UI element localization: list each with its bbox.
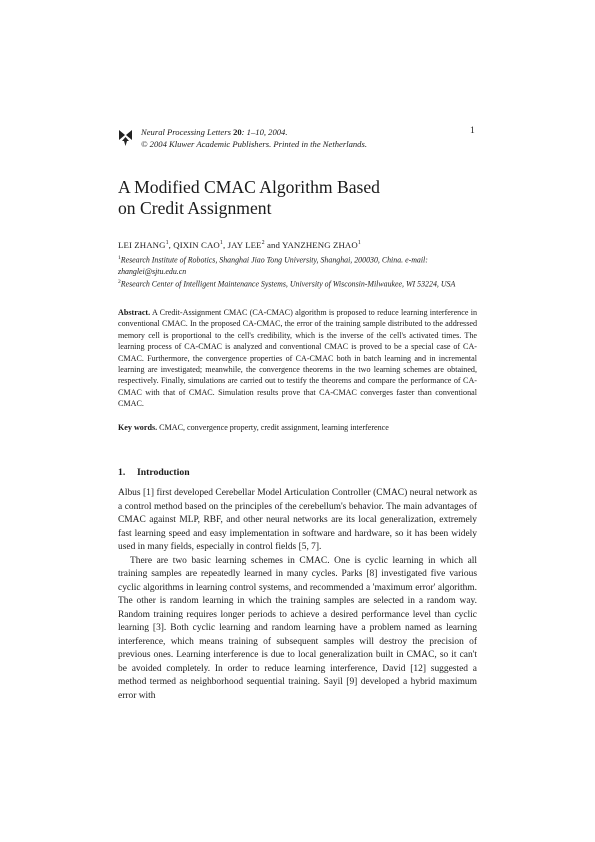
affiliation-mark: 1: [118, 255, 121, 261]
title-line-2: on Credit Assignment: [118, 198, 272, 218]
keywords: [118, 423, 477, 432]
copyright-line: © 2004 Kluwer Academic Publishers. Printed in the Netherlands.: [141, 139, 367, 149]
author-name: QIXIN CAO: [173, 240, 220, 250]
author-name: JAY LEE: [227, 240, 262, 250]
title-line-1: A Modified CMAC Algorithm Based: [118, 177, 380, 197]
journal-name: Neural Processing Letters: [141, 127, 231, 137]
author-separator: and: [264, 240, 282, 250]
journal-citation: [141, 126, 367, 138]
page-number: 1: [470, 126, 475, 136]
author-separator: ,: [222, 240, 228, 250]
section-number: 1.: [118, 467, 126, 478]
publisher-logo-icon: [118, 129, 133, 147]
author-affiliation-mark: 1: [357, 240, 361, 247]
author-name: LEI ZHANG: [118, 240, 166, 250]
abstract-label: Abstract.: [118, 308, 151, 317]
section-title: Introduction: [137, 467, 190, 478]
affiliation-mark: 2: [118, 279, 121, 285]
paper-title: [118, 177, 498, 219]
keywords-label: Key words.: [118, 423, 158, 432]
paragraph: Albus [1] first developed Cerebellar Model Articulation Controller (CMAC) neural network as a control method based on the principles of the cerebellum's behavior. The main advantages of CMAC against MLP, RBF, and other neural networks are its local generalization, extremely fast learning speed and easy implementation in software and hardware, so it has been widely used in many fields, especially in control fields [5, 7].: [118, 488, 477, 552]
journal-header: [141, 126, 367, 150]
section-heading: [118, 467, 190, 478]
abstract: [118, 307, 477, 410]
author-name: YANZHENG ZHAO: [282, 240, 358, 250]
introduction-body: [118, 487, 477, 703]
affiliation-1: [118, 253, 478, 277]
keywords-text: CMAC, convergence property, credit assignment, learning interference: [159, 423, 389, 432]
author-separator: ,: [168, 240, 174, 250]
affiliation-2: [118, 277, 478, 290]
paragraph: There are two basic learning schemes in CMAC. One is cyclic learning in which all training samples are repeatedly learned in many cycles. Parks [8] investigated five various cyclic algorithms in learning control systems, and recommended a 'maximum error' algorithm. The other is random learning in which the training samples are selected in a random way. Random training requires longer periods to achieve a desired performance level than cyclic learning [3]. Both cyclic learning and random learning have a problem named as learning interference, which means training of subsequent samples will destroy the precision of previous ones. Learning interference is due to local generalization built in CMAC, so it can't be avoided completely. In order to reduce learning interference, David [12] suggested a method termed as neighborhood sequential training. Sayil [9] developed a hybrid maximum error with: [118, 555, 477, 701]
author-affiliation-mark: 1: [219, 240, 223, 247]
author-affiliation-mark: 2: [261, 240, 265, 247]
affiliation-text: Research Institute of Robotics, Shanghai Jiao Tong University, Shanghai, 200030, China. e-mail: zhanglei@sjtu.edu.cn: [118, 255, 428, 276]
affiliation-text: Research Center of Intelligent Maintenance Systems, University of Wisconsin-Milwaukee, WI 53224, USA: [120, 279, 456, 289]
journal-pages: : 1–10, 2004.: [241, 127, 288, 137]
author-affiliation-mark: 1: [165, 240, 169, 247]
author-list: [118, 240, 361, 250]
journal-volume: 20: [233, 127, 242, 137]
abstract-text: A Credit-Assignment CMAC (CA-CMAC) algorithm is proposed to reduce learning interference in conventional CMAC. In the proposed CA-CMAC, the error of the training sample distributed to the addressed memory cell is proportional to the cell's credibility, which is the inverse of the cell's activated times. The learning process of CA-CMAC is analyzed and conventional CMAC is proved to be a special case of CA-CMAC. Furthermore, the convergence properties of CA-CMAC both in batch learning and in incremental learning are investigated; meanwhile, the convergence theorems in the two learning schemes are obtained, respectively. Finally, simulations are carried out to testify the theorems and compare the performance of CA-CMAC with that of CMAC. Simulation results prove that CA-CMAC converges faster than conventional CMAC.: [118, 308, 477, 409]
